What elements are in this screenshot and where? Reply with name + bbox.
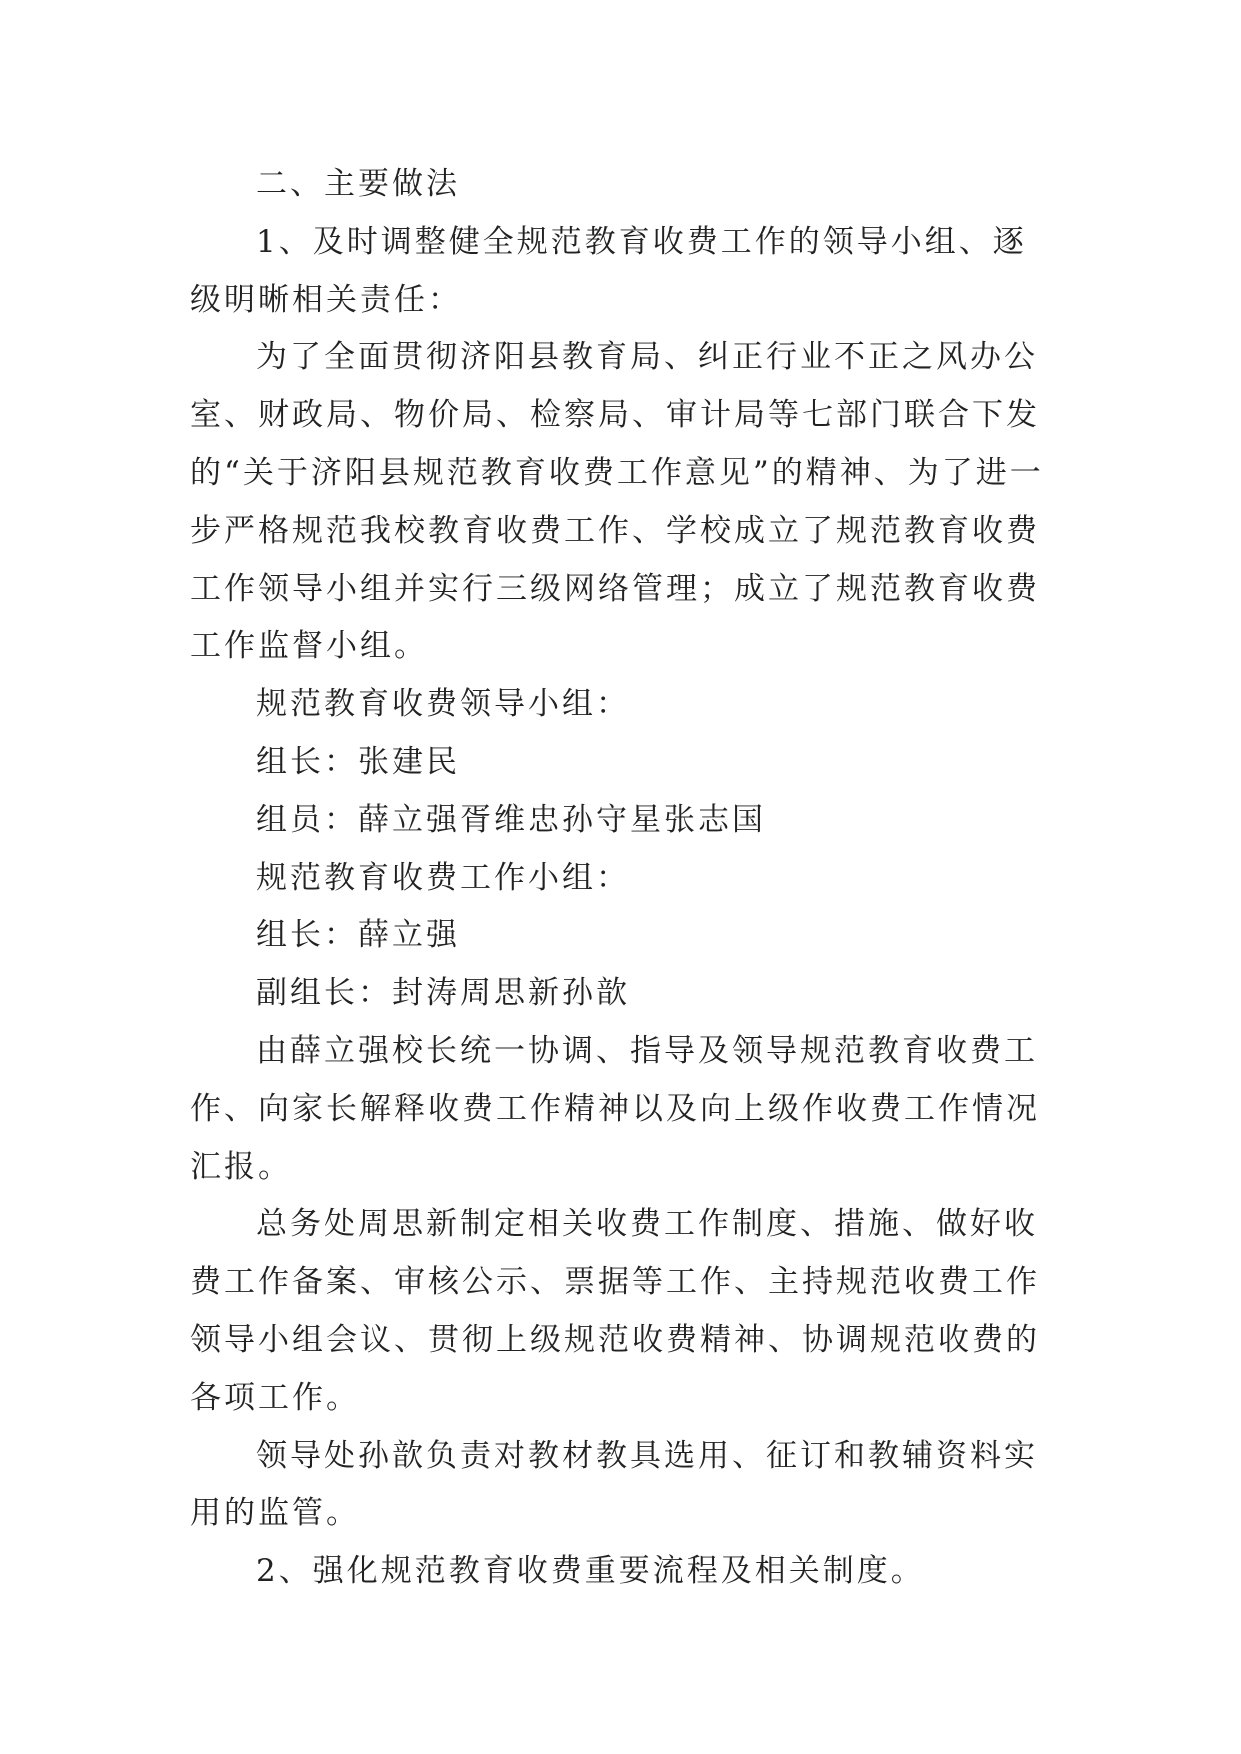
paragraph-leadership-office-duties: 领导处孙歆负责对教材教具选用、征订和教辅资料实用的监管。: [190, 1437, 1038, 1532]
paragraph-item-1: 1、及时调整健全规范教育收费工作的领导小组、逐级明晰相关责任：: [190, 223, 1027, 318]
leadership-group-leader: 组长：张建民: [256, 743, 460, 780]
paragraph-principal-duties: 由薛立强校长统一协调、指导及领导规范教育收费工作、向家长解释收费工作精神以及向上级作收费工作情况汇报。: [190, 1032, 1040, 1185]
leadership-group-members: 组员：薛立强胥维忠孙守星张志国: [256, 801, 766, 838]
leadership-group-heading: 规范教育收费领导小组：: [256, 686, 630, 723]
work-group-heading: 规范教育收费工作小组：: [256, 859, 630, 896]
work-group-deputy-leaders: 副组长：封涛周思新孙歆: [256, 975, 630, 1012]
paragraph-item-2: 2、强化规范教育收费重要流程及相关制度。: [256, 1553, 925, 1590]
paragraph-intro: 为了全面贯彻济阳县教育局、纠正行业不正之风办公室、财政局、物价局、检察局、审计局等七部门联合下发的“关于济阳县规范教育收费工作意见”的精神、为了进一步严格规范我校教育收费工作、学校成立了规范教育收费工作领导小组并实行三级网络管理；成立了规范教育收费工作监督小组。: [190, 339, 1044, 665]
work-group-leader: 组长：薛立强: [256, 917, 460, 954]
section-heading: 二、主要做法: [256, 166, 460, 202]
document-body: [190, 156, 1060, 1601]
paragraph-general-affairs-duties: 总务处周思新制定相关收费工作制度、措施、做好收费工作备案、审核公示、票据等工作、主持规范收费工作领导小组会议、贯彻上级规范收费精神、协调规范收费的各项工作。: [190, 1206, 1040, 1416]
